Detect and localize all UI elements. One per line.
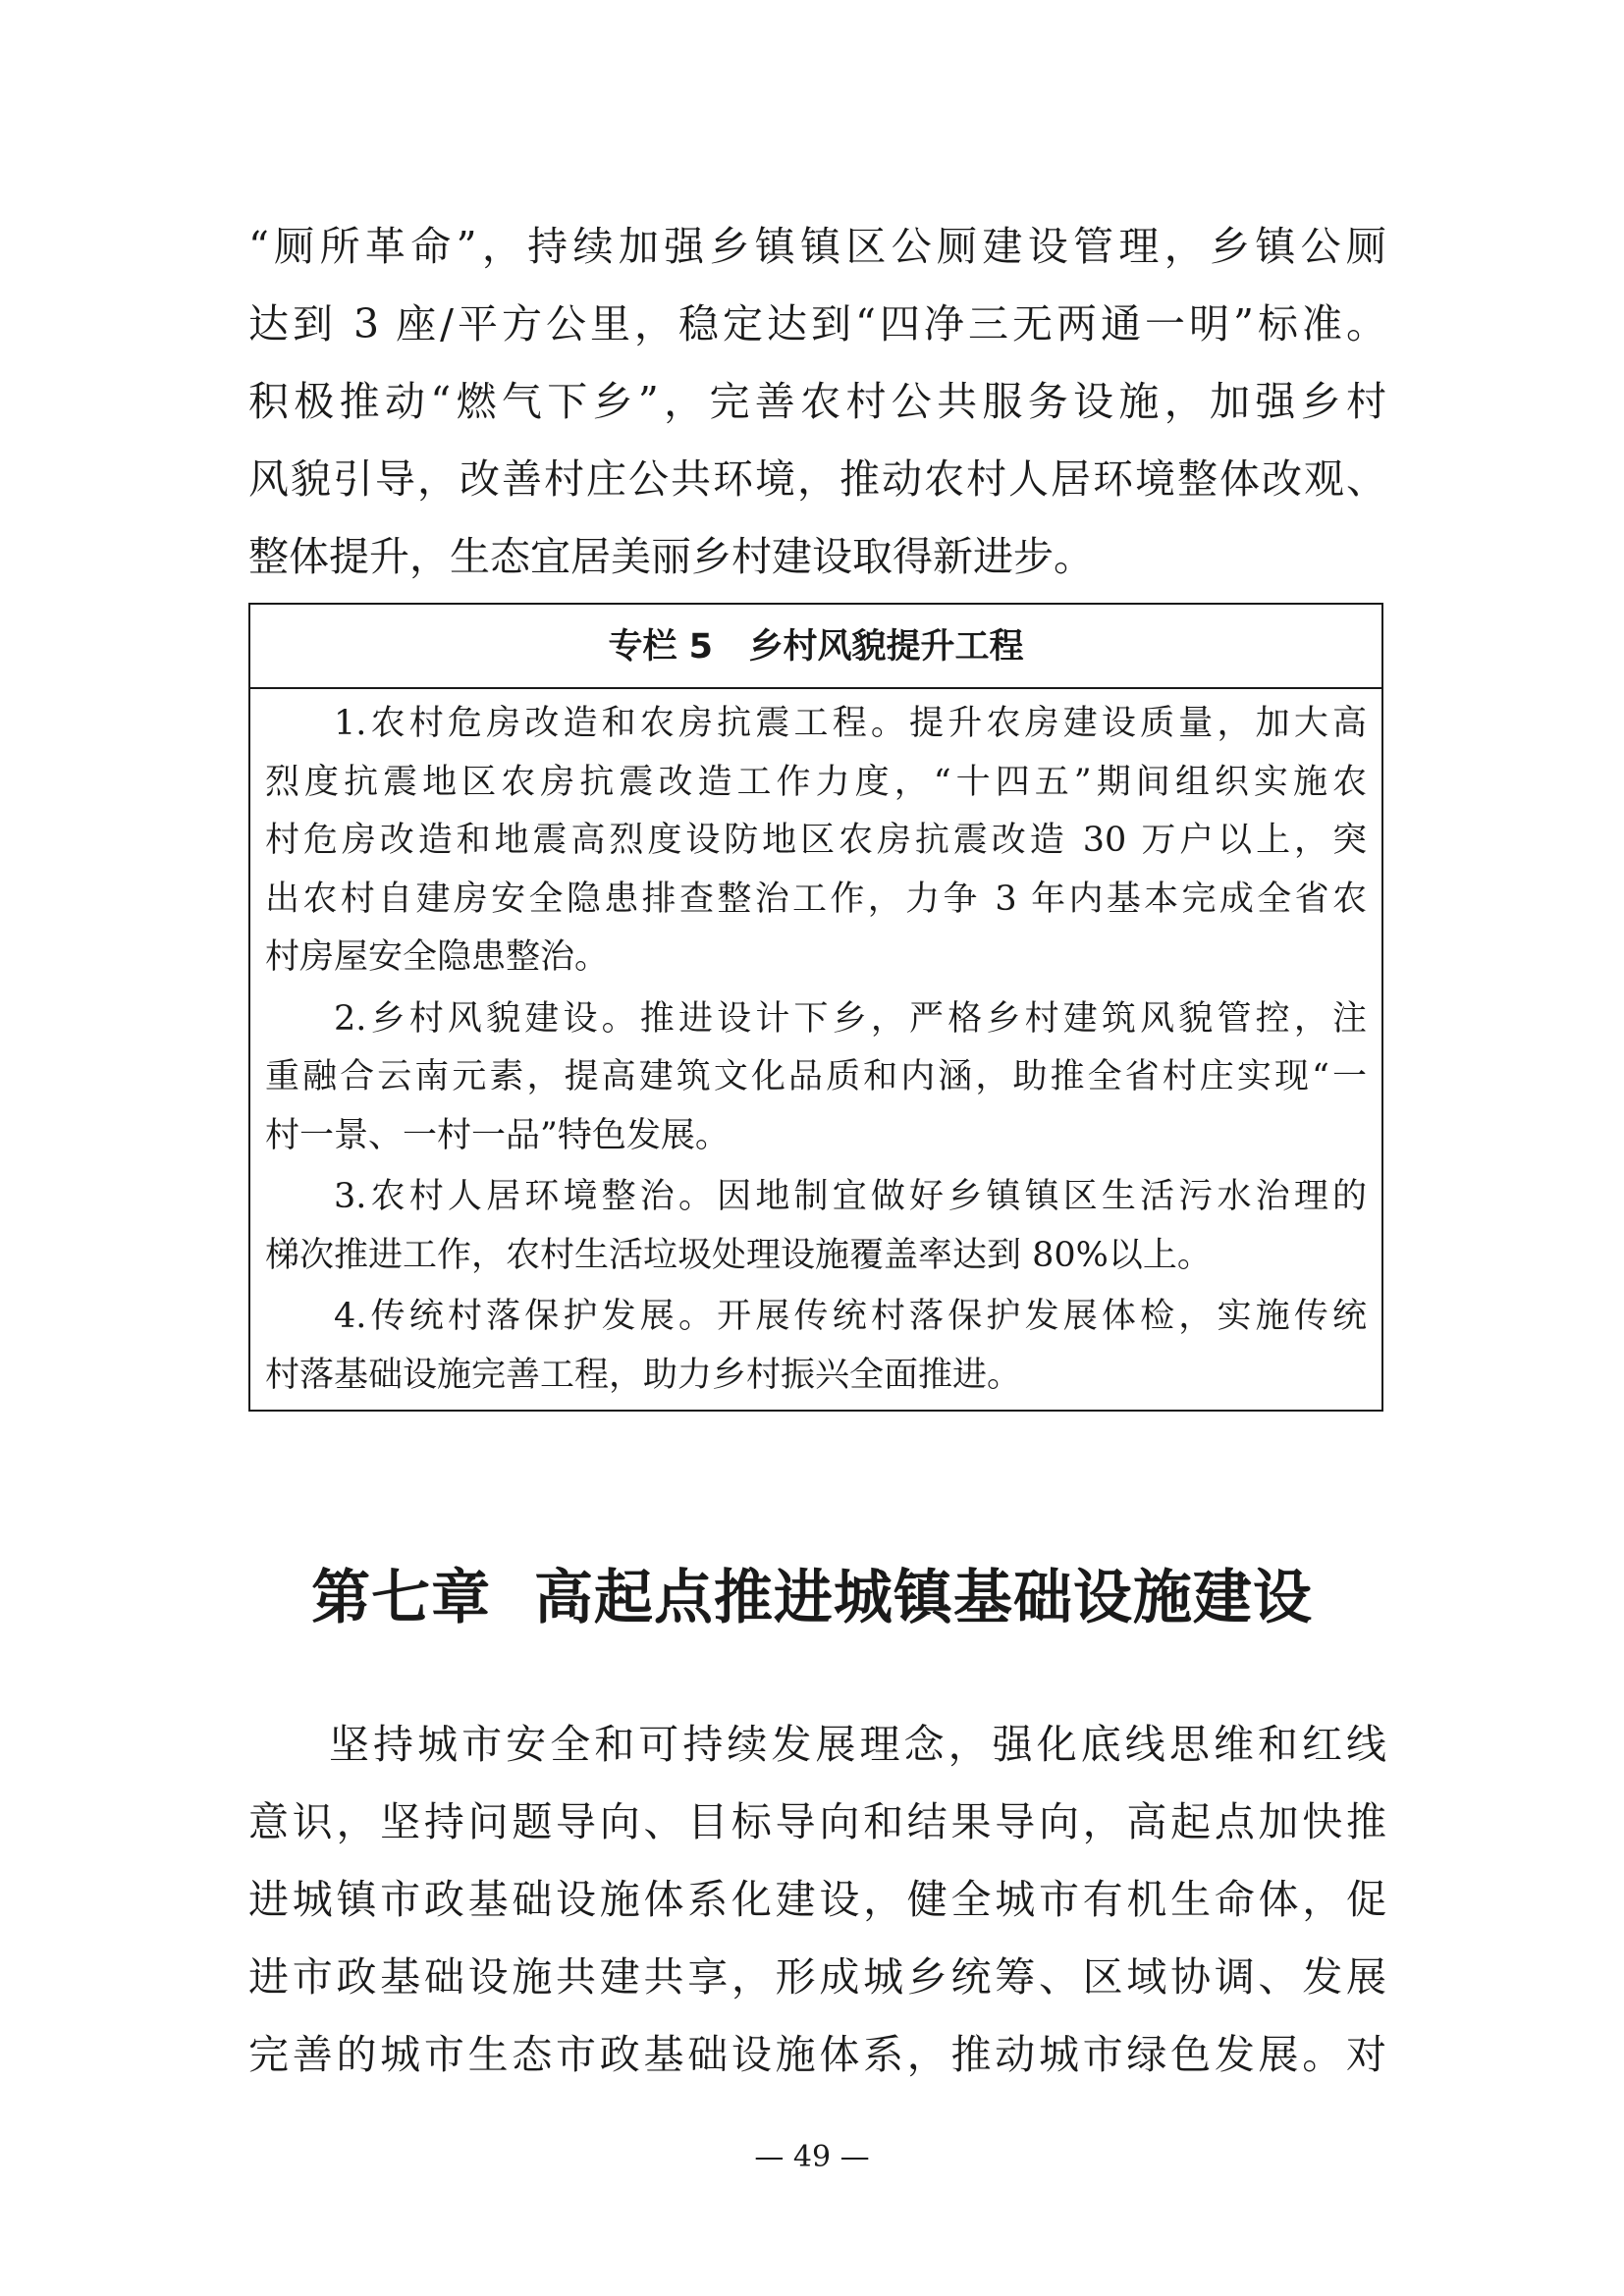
column-item (265, 990, 1367, 1166)
paragraph-line: 完善的城市生态市政基础设施体系，推动城市绿色发展。对 (248, 2031, 1386, 2078)
column-item-line: 梯次推进工作，农村生活垃圾处理设施覆盖率达到 80%以上。 (265, 1235, 1212, 1275)
paragraph-line: “厕所革命”，持续加强乡镇镇区公厕建设管理，乡镇公厕 (248, 223, 1386, 270)
column-item-line: 1.农村危房改造和农房抗震工程。提升农房建设质量，加大高 (334, 704, 1367, 743)
chapter-paragraph (248, 1706, 1386, 2094)
paragraph-line: 坚持城市安全和可持续发展理念，强化底线思维和红线 (329, 1721, 1386, 1768)
chapter-heading: 第七章 高起点推进城镇基础设施建设 (311, 1564, 1313, 1632)
column-item-line: 出农村自建房安全隐患排查整治工作，力争 3 年内基本完成全省农 (265, 879, 1367, 919)
column-item-line: 4.传统村落保护发展。开展传统村落保护发展体检，实施传统 (334, 1297, 1367, 1336)
paragraph-line: 进城镇市政基础设施体系化建设，健全城市有机生命体，促 (248, 1876, 1386, 1923)
feature-column-box (248, 603, 1383, 1412)
column-item-line: 烈度抗震地区农房抗震改造工作力度，“十四五”期间组织实施农 (265, 762, 1367, 802)
paragraph-line: 整体提升，生态宜居美丽乡村建设取得新进步。 (248, 533, 1094, 580)
column-item (265, 1168, 1367, 1285)
column-item-line: 3.农村人居环境整治。因地制宜做好乡镇镇区生活污水治理的 (334, 1177, 1367, 1216)
column-box-title: 专栏 5 乡村风貌提升工程 (250, 605, 1381, 689)
column-box-body (250, 695, 1381, 1405)
column-item (265, 695, 1367, 988)
intro-paragraph (248, 208, 1386, 596)
column-item-line: 村一景、一村一品”特色发展。 (265, 1115, 730, 1155)
column-item-line: 村落基础设施完善工程，助力乡村振兴全面推进。 (265, 1355, 1022, 1395)
paragraph-line: 积极推动“燃气下乡”，完善农村公共服务设施，加强乡村 (248, 378, 1386, 425)
column-item-line: 村房屋安全隐患整治。 (265, 937, 610, 977)
paragraph-line: 达到 3 座/平方公里，稳定达到“四净三无两通一明”标准。 (248, 300, 1386, 347)
column-item (265, 1288, 1367, 1405)
column-item-line: 2.乡村风貌建设。推进设计下乡，严格乡村建筑风貌管控，注 (334, 998, 1367, 1039)
paragraph-line: 进市政基础设施共建共享，形成城乡统筹、区域协调、发展 (248, 1953, 1386, 2001)
paragraph-line: 风貌引导，改善村庄公共环境，推动农村人居环境整体改观、 (248, 455, 1386, 503)
paragraph-line: 意识，坚持问题导向、目标导向和结果导向，高起点加快推 (248, 1798, 1386, 1845)
column-item-line: 重融合云南元素，提高建筑文化品质和内涵，助推全省村庄实现“一 (265, 1057, 1367, 1096)
column-item-line: 村危房改造和地震高烈度设防地区农房抗震改造 30 万户以上，突 (265, 821, 1367, 860)
page-number: — 49 — (754, 2140, 870, 2174)
